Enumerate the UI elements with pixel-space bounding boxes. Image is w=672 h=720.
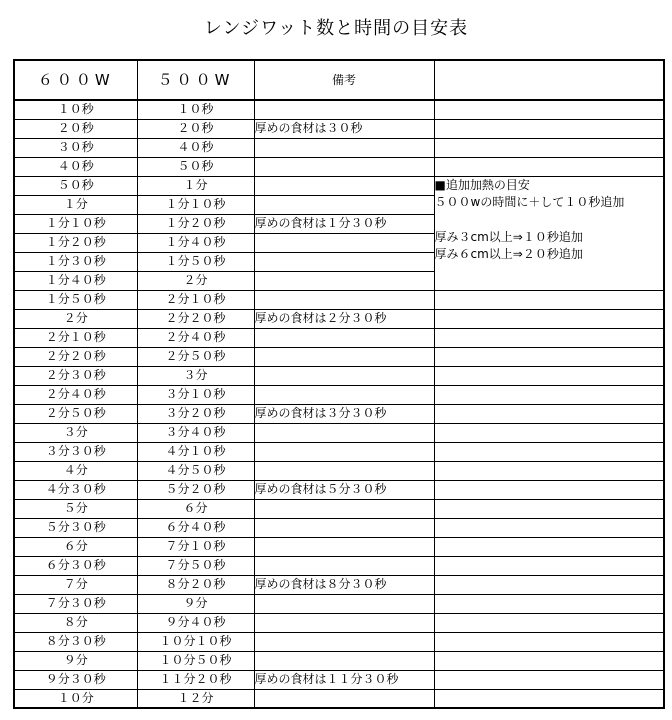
table-row bbox=[14, 138, 664, 157]
cell-600w: １分 bbox=[14, 195, 137, 214]
cell-side bbox=[434, 119, 664, 138]
cell-600w: ２分４０秒 bbox=[14, 385, 137, 404]
cell-500w: ４分１０秒 bbox=[137, 442, 254, 461]
cell-note bbox=[254, 689, 434, 708]
cell-note bbox=[254, 271, 434, 290]
cell-500w: ２分５０秒 bbox=[137, 347, 254, 366]
header-500w: ５００W bbox=[137, 60, 254, 100]
cell-600w: １分４０秒 bbox=[14, 271, 137, 290]
cell-500w: ５分２０秒 bbox=[137, 480, 254, 499]
cell-500w: ３分２０秒 bbox=[137, 404, 254, 423]
note-line-3: 厚み６cm以上⇒２０秒追加 bbox=[434, 246, 583, 261]
wattage-time-table bbox=[13, 59, 665, 709]
cell-note bbox=[254, 347, 434, 366]
cell-600w: ６分 bbox=[14, 537, 137, 556]
cell-side bbox=[434, 404, 664, 423]
cell-500w: １分２０秒 bbox=[137, 214, 254, 233]
table-row bbox=[14, 480, 664, 499]
cell-600w: ２分１０秒 bbox=[14, 328, 137, 347]
cell-500w: ２分４０秒 bbox=[137, 328, 254, 347]
cell-note: 厚めの食材は２分３０秒 bbox=[254, 309, 434, 328]
cell-side bbox=[434, 138, 664, 157]
cell-side bbox=[434, 347, 664, 366]
cell-600w: ４分３０秒 bbox=[14, 480, 137, 499]
table-row bbox=[14, 651, 664, 670]
table-row bbox=[14, 442, 664, 461]
cell-500w: １０分１０秒 bbox=[137, 632, 254, 651]
cell-600w: １０分 bbox=[14, 689, 137, 708]
cell-note bbox=[254, 518, 434, 537]
cell-500w: ３分１０秒 bbox=[137, 385, 254, 404]
cell-500w: ２０秒 bbox=[137, 119, 254, 138]
cell-side bbox=[434, 290, 664, 309]
cell-500w: １０秒 bbox=[137, 100, 254, 119]
cell-600w: ３分３０秒 bbox=[14, 442, 137, 461]
cell-500w: ３分 bbox=[137, 366, 254, 385]
cell-note bbox=[254, 442, 434, 461]
cell-500w: ２分１０秒 bbox=[137, 290, 254, 309]
cell-note bbox=[254, 613, 434, 632]
cell-side bbox=[434, 157, 664, 176]
cell-side bbox=[434, 632, 664, 651]
cell-note bbox=[254, 252, 434, 271]
cell-500w: ９分 bbox=[137, 594, 254, 613]
cell-500w: １分４０秒 bbox=[137, 233, 254, 252]
cell-600w: ４分 bbox=[14, 461, 137, 480]
cell-note: 厚めの食材は３分３０秒 bbox=[254, 404, 434, 423]
cell-side bbox=[434, 309, 664, 328]
note-line-1: ５００wの時間に＋して１０秒追加 bbox=[434, 194, 625, 209]
additional-heating-note bbox=[434, 176, 664, 290]
cell-side bbox=[434, 556, 664, 575]
cell-600w: ３０秒 bbox=[14, 138, 137, 157]
cell-note bbox=[254, 594, 434, 613]
cell-600w: １分１０秒 bbox=[14, 214, 137, 233]
cell-500w: ４０秒 bbox=[137, 138, 254, 157]
cell-side bbox=[434, 461, 664, 480]
cell-500w: ６分４０秒 bbox=[137, 518, 254, 537]
table-row bbox=[14, 100, 664, 119]
note-line-2: 厚み３cm以上⇒１０秒追加 bbox=[434, 229, 583, 244]
cell-note bbox=[254, 537, 434, 556]
cell-side bbox=[434, 651, 664, 670]
cell-side bbox=[434, 385, 664, 404]
cell-note bbox=[254, 423, 434, 442]
cell-side bbox=[434, 423, 664, 442]
cell-500w: ２分２０秒 bbox=[137, 309, 254, 328]
cell-side bbox=[434, 480, 664, 499]
cell-note bbox=[254, 233, 434, 252]
cell-600w: ５０秒 bbox=[14, 176, 137, 195]
cell-500w: ３分４０秒 bbox=[137, 423, 254, 442]
table-header-row bbox=[14, 60, 664, 100]
cell-side bbox=[434, 328, 664, 347]
header-notes: 備考 bbox=[254, 60, 434, 100]
cell-note bbox=[254, 556, 434, 575]
cell-600w: ２分３０秒 bbox=[14, 366, 137, 385]
cell-note bbox=[254, 176, 434, 195]
cell-600w: １分２０秒 bbox=[14, 233, 137, 252]
cell-600w: ９分３０秒 bbox=[14, 670, 137, 689]
cell-note bbox=[254, 651, 434, 670]
cell-500w: １１分２０秒 bbox=[137, 670, 254, 689]
cell-side bbox=[434, 613, 664, 632]
cell-note bbox=[254, 385, 434, 404]
table-row bbox=[14, 328, 664, 347]
table-row bbox=[14, 157, 664, 176]
cell-600w: ６分３０秒 bbox=[14, 556, 137, 575]
cell-600w: １分５０秒 bbox=[14, 290, 137, 309]
cell-note: 厚めの食材は３０秒 bbox=[254, 119, 434, 138]
note-gap bbox=[435, 211, 664, 229]
cell-note bbox=[254, 290, 434, 309]
cell-500w: ２分 bbox=[137, 271, 254, 290]
table-row bbox=[14, 556, 664, 575]
table-row bbox=[14, 499, 664, 518]
cell-500w: ６分 bbox=[137, 499, 254, 518]
cell-note bbox=[254, 195, 434, 214]
cell-600w: ２分 bbox=[14, 309, 137, 328]
table-row bbox=[14, 537, 664, 556]
table-row bbox=[14, 689, 664, 708]
cell-600w: ５分 bbox=[14, 499, 137, 518]
cell-side bbox=[434, 670, 664, 689]
cell-side bbox=[434, 366, 664, 385]
table-row bbox=[14, 670, 664, 689]
page-title: レンジワット数と時間の目安表 bbox=[203, 18, 469, 39]
cell-600w: ４０秒 bbox=[14, 157, 137, 176]
table-row bbox=[14, 423, 664, 442]
cell-500w: ７分１０秒 bbox=[137, 537, 254, 556]
cell-500w: ８分２０秒 bbox=[137, 575, 254, 594]
cell-600w: ８分 bbox=[14, 613, 137, 632]
cell-600w: １０秒 bbox=[14, 100, 137, 119]
cell-500w: ７分５０秒 bbox=[137, 556, 254, 575]
table-row bbox=[14, 347, 664, 366]
table-row bbox=[14, 385, 664, 404]
table-row bbox=[14, 309, 664, 328]
cell-600w: ８分３０秒 bbox=[14, 632, 137, 651]
cell-note: 厚めの食材は８分３０秒 bbox=[254, 575, 434, 594]
cell-side bbox=[434, 518, 664, 537]
table-row bbox=[14, 404, 664, 423]
cell-note bbox=[254, 366, 434, 385]
header-600w: ６００W bbox=[14, 60, 137, 100]
cell-500w: １０分５０秒 bbox=[137, 651, 254, 670]
cell-600w: １分３０秒 bbox=[14, 252, 137, 271]
header-side bbox=[434, 60, 664, 100]
cell-side bbox=[434, 100, 664, 119]
cell-600w: ７分３０秒 bbox=[14, 594, 137, 613]
cell-600w: ５分３０秒 bbox=[14, 518, 137, 537]
cell-500w: １分５０秒 bbox=[137, 252, 254, 271]
table-row bbox=[14, 366, 664, 385]
cell-note bbox=[254, 157, 434, 176]
cell-side bbox=[434, 442, 664, 461]
cell-500w: １２分 bbox=[137, 689, 254, 708]
cell-note bbox=[254, 138, 434, 157]
note-heading: ■追加加熱の目安 bbox=[434, 177, 530, 192]
cell-600w: ９分 bbox=[14, 651, 137, 670]
cell-500w: ９分４０秒 bbox=[137, 613, 254, 632]
cell-600w: ７分 bbox=[14, 575, 137, 594]
cell-500w: １分 bbox=[137, 176, 254, 195]
cell-side bbox=[434, 575, 664, 594]
table-row bbox=[14, 518, 664, 537]
cell-side bbox=[434, 594, 664, 613]
table-row bbox=[14, 632, 664, 651]
cell-note bbox=[254, 461, 434, 480]
cell-side bbox=[434, 689, 664, 708]
cell-600w: ３分 bbox=[14, 423, 137, 442]
cell-note: 厚めの食材は１１分３０秒 bbox=[254, 670, 434, 689]
cell-side bbox=[434, 499, 664, 518]
table-row bbox=[14, 594, 664, 613]
cell-note: 厚めの食材は５分３０秒 bbox=[254, 480, 434, 499]
cell-side bbox=[434, 537, 664, 556]
table-row bbox=[14, 119, 664, 138]
cell-note: 厚めの食材は１分３０秒 bbox=[254, 214, 434, 233]
table-row bbox=[14, 176, 664, 195]
cell-note bbox=[254, 499, 434, 518]
cell-600w: ２分２０秒 bbox=[14, 347, 137, 366]
table-row bbox=[14, 575, 664, 594]
cell-600w: ２０秒 bbox=[14, 119, 137, 138]
cell-500w: ５０秒 bbox=[137, 157, 254, 176]
table-row bbox=[14, 461, 664, 480]
table-row bbox=[14, 290, 664, 309]
cell-note bbox=[254, 632, 434, 651]
table-row bbox=[14, 613, 664, 632]
cell-note bbox=[254, 100, 434, 119]
cell-500w: ４分５０秒 bbox=[137, 461, 254, 480]
cell-600w: ２分５０秒 bbox=[14, 404, 137, 423]
cell-note bbox=[254, 328, 434, 347]
cell-500w: １分１０秒 bbox=[137, 195, 254, 214]
